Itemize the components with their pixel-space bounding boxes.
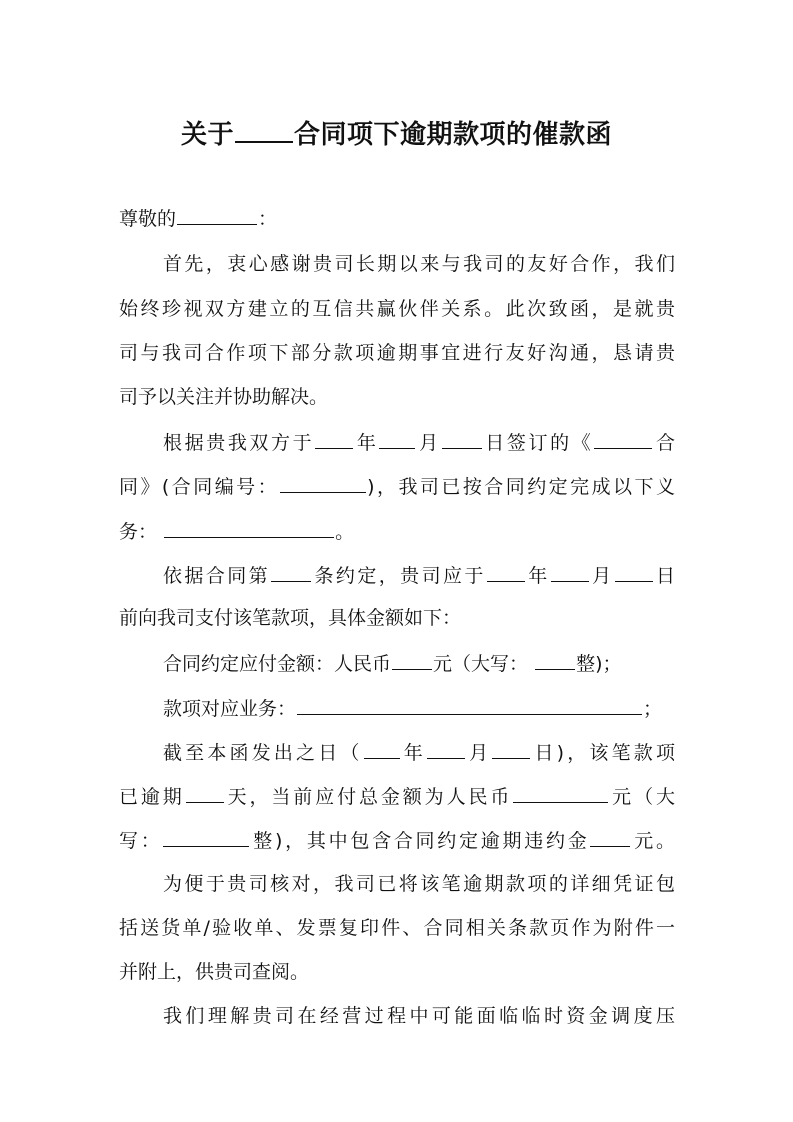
overdue-days-blank (186, 777, 224, 803)
para3-text-d: 月 (589, 565, 614, 587)
para2-text-c: 月 (416, 432, 441, 454)
sign-month-blank (379, 423, 415, 449)
penalty-blank (590, 821, 630, 847)
cutoff-day-blank (492, 733, 530, 759)
para4-text-d: 日)，该笔款项 (531, 742, 675, 764)
amount-figure-blank (392, 644, 432, 670)
para4-text-i: 整)，其中包含合同约定逾期违约金 (250, 830, 590, 852)
due-month-blank (551, 556, 589, 582)
para3-text-b: 条约定，贵司应于 (312, 565, 486, 587)
para4-text-h: 写： (119, 830, 163, 852)
business-line (163, 689, 675, 727)
para3-line1 (163, 556, 675, 594)
para5-line1: 为便于贵司核对，我司已将该笔逾期款项的详细凭证包 (163, 873, 675, 895)
para4-text-a: 截至本函发出之日（ (163, 742, 363, 764)
amount-words-blank (535, 644, 575, 670)
salutation-line (119, 199, 675, 237)
para1-line3: 司与我司合作项下部分款项逾期事宜进行友好沟通，恳请贵 (119, 342, 675, 364)
para4-text-e: 已逾期 (119, 786, 185, 808)
contract-name-blank (235, 111, 293, 143)
cutoff-month-blank (427, 733, 465, 759)
sign-day-blank (442, 423, 482, 449)
para6-line1: 我们理解贵司在经营过程中可能面临临时资金调度压 (163, 1005, 675, 1027)
para2-text-e: 合 (653, 432, 675, 454)
due-year-blank (487, 556, 525, 582)
amount-text-a: 合同约定应付金额：人民币 (163, 653, 392, 675)
para2-text-h: 务： (119, 521, 158, 543)
para2-line3 (119, 512, 675, 550)
para4-text-c: 月 (465, 742, 492, 764)
salutation-suffix: ： (258, 208, 278, 230)
para4-text-j: 元。 (631, 830, 675, 852)
para2-line2 (119, 467, 675, 505)
para5-line3: 并附上，供贵司查阅。 (119, 961, 310, 983)
title-prefix: 关于 (180, 120, 234, 150)
title-suffix: 合同项下逾期款项的催款函 (294, 120, 613, 150)
para2-line1 (163, 423, 675, 461)
amount-text-c: 整)； (576, 653, 622, 675)
obligation-blank (164, 512, 334, 538)
para4-line3 (119, 821, 675, 859)
para3-text-c: 年 (525, 565, 550, 587)
para2-text-g: )，我司已按合同约定完成以下义 (367, 476, 675, 498)
para1-line4: 司予以关注并协助解决。 (119, 386, 329, 408)
document-title (0, 111, 793, 155)
para2-text-b: 年 (354, 432, 379, 454)
para2-text-a: 根据贵我双方于 (163, 432, 315, 454)
sign-year-blank (315, 423, 353, 449)
total-words-blank (163, 821, 249, 847)
contract-number-blank (280, 467, 366, 493)
para1-line1: 首先，衷心感谢贵司长期以来与我司的友好合作，我们 (163, 253, 675, 275)
para1-line2: 始终珍视双方建立的互信共赢伙伴关系。此次致函，是就贵 (119, 298, 675, 320)
para2-text-f: 同》(合同编号： (119, 476, 280, 498)
contract-title-blank (594, 423, 652, 449)
salutation-prefix: 尊敬的 (119, 208, 177, 230)
para4-text-f: 天，当前应付总金额为人民币 (224, 786, 513, 808)
para3-line2: 前向我司支付该笔款项，具体金额如下： (119, 607, 462, 629)
para4-text-b: 年 (400, 742, 426, 764)
para4-line2 (119, 777, 675, 815)
para4-line1 (163, 733, 675, 771)
amount-text-b: 元（大写： (433, 653, 529, 675)
recipient-blank (177, 199, 257, 225)
clause-number-blank (271, 556, 311, 582)
para2-text-d: 日签订的《 (482, 432, 594, 454)
business-label: 款项对应业务： (163, 698, 297, 720)
para4-text-g: 元（大 (609, 786, 675, 808)
amount-line (163, 644, 675, 682)
cutoff-year-blank (364, 733, 400, 759)
para5-line2: 括送货单/验收单、发票复印件、合同相关条款页作为附件一 (119, 917, 675, 939)
para3-text-e: 日 (653, 565, 675, 587)
total-figure-blank (513, 777, 608, 803)
business-text-b: ； (643, 698, 663, 720)
para3-text-a: 依据合同第 (163, 565, 271, 587)
para2-text-i: 。 (335, 521, 355, 543)
business-blank (297, 689, 642, 715)
due-day-blank (615, 556, 653, 582)
